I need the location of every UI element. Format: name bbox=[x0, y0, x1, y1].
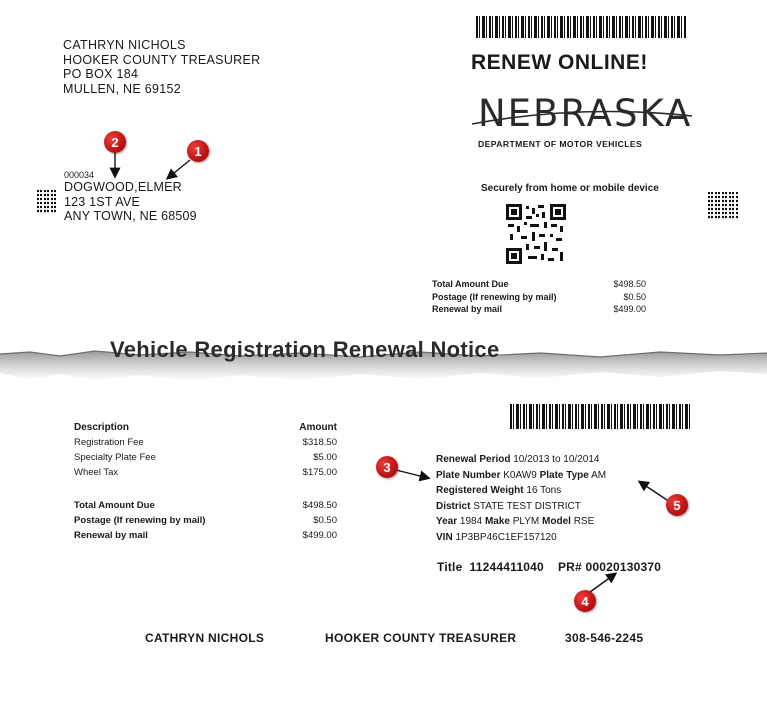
callout-arrow-1 bbox=[168, 160, 190, 178]
summary-value: $498.50 bbox=[613, 279, 646, 289]
footer-office: HOOKER COUNTY TREASURER bbox=[325, 631, 517, 645]
weight-label: Registered Weight bbox=[436, 485, 524, 496]
model-label: Model bbox=[542, 516, 571, 527]
plate-number-label: Plate Number bbox=[436, 469, 501, 481]
fee-table bbox=[74, 420, 337, 480]
fee-value: $318.50 bbox=[302, 437, 337, 448]
weight-value: 16 Tons bbox=[526, 485, 562, 496]
title-label: Title bbox=[437, 560, 463, 574]
fee-row bbox=[74, 450, 337, 465]
district-value: STATE TEST DISTRICT bbox=[473, 500, 581, 512]
fee-total-row bbox=[74, 513, 337, 528]
callout-marker-3: 3 bbox=[376, 456, 398, 478]
return-address-line: HOOKER COUNTY TREASURER bbox=[63, 52, 261, 67]
footer-phone: 308-546-2245 bbox=[565, 631, 644, 645]
callout-arrow-5 bbox=[640, 482, 670, 502]
datamatrix-barcode-right bbox=[708, 192, 738, 220]
callout-arrow-4 bbox=[590, 574, 615, 592]
summary-label: Total Amount Due bbox=[432, 279, 509, 289]
renewal-period-label: Renewal Period bbox=[436, 454, 511, 465]
renewal-period-value: 10/2013 to 10/2014 bbox=[513, 454, 600, 465]
callout-marker-1: 1 bbox=[187, 140, 209, 162]
callout-arrow-3 bbox=[396, 470, 428, 478]
fee-value: $5.00 bbox=[313, 452, 337, 463]
district-label: District bbox=[436, 500, 471, 512]
return-address-line: CATHRYN NICHOLS bbox=[63, 38, 186, 52]
datamatrix-barcode-left bbox=[37, 190, 57, 214]
footer-treasurer-name: CATHRYN NICHOLS bbox=[145, 631, 265, 645]
barcode-top bbox=[476, 16, 686, 38]
vehicle-details bbox=[436, 452, 606, 545]
fee-value: $175.00 bbox=[302, 467, 337, 478]
vin-label: VIN bbox=[436, 531, 453, 543]
renewal-period bbox=[436, 452, 606, 468]
return-address-line: MULLEN, NE 69152 bbox=[63, 81, 182, 96]
recipient-id: 000034 bbox=[64, 170, 95, 180]
summary-value: $0.50 bbox=[623, 291, 646, 302]
fee-totals bbox=[74, 498, 337, 543]
pr-label: PR# bbox=[557, 560, 582, 574]
registered-weight bbox=[436, 483, 606, 499]
fee-total-row bbox=[74, 528, 337, 543]
fee-label: Registration Fee bbox=[74, 437, 144, 448]
fee-col-description: Description bbox=[74, 422, 130, 433]
fee-total-label: Total Amount Due bbox=[74, 500, 155, 511]
recipient-address bbox=[64, 180, 197, 224]
fee-label: Wheel Tax bbox=[74, 467, 119, 478]
renew-online-heading: RENEW ONLINE! bbox=[471, 51, 648, 74]
nebraska-logo-text: NEBRASKA bbox=[478, 92, 693, 135]
plate-type-value: AM bbox=[591, 469, 607, 481]
summary-row bbox=[432, 291, 646, 304]
summary-label: Postage (If renewing by mail) bbox=[432, 291, 557, 302]
make-label: Make bbox=[484, 516, 510, 527]
fee-table-header bbox=[74, 420, 337, 435]
recipient-city: ANY TOWN, NE 68509 bbox=[64, 209, 197, 223]
summary-row bbox=[432, 278, 646, 291]
vin bbox=[436, 530, 606, 546]
dmv-department-label: DEPARTMENT OF MOTOR VEHICLES bbox=[478, 139, 643, 149]
fee-total-value: $498.50 bbox=[302, 500, 337, 511]
fee-row bbox=[74, 435, 337, 450]
title-line bbox=[437, 560, 661, 574]
fee-total-value: $499.00 bbox=[302, 530, 337, 541]
title-value: 11244411040 bbox=[469, 560, 544, 574]
fee-total-value: $0.50 bbox=[313, 515, 337, 526]
barcode-bottom bbox=[510, 404, 690, 429]
summary-row bbox=[432, 303, 646, 316]
year-value: 1984 bbox=[459, 516, 483, 527]
plate-info bbox=[436, 468, 606, 484]
callout-marker-4: 4 bbox=[574, 590, 596, 612]
callout-marker-2: 2 bbox=[104, 131, 126, 153]
return-address bbox=[63, 38, 260, 96]
fee-total-row bbox=[74, 498, 337, 513]
fee-label: Specialty Plate Fee bbox=[74, 452, 156, 463]
qr-code[interactable] bbox=[506, 204, 566, 264]
pr-value: 00020130370 bbox=[585, 560, 662, 574]
plate-type-label: Plate Type bbox=[539, 469, 589, 481]
fee-total-label: Renewal by mail bbox=[74, 530, 148, 541]
return-address-line: PO BOX 184 bbox=[63, 67, 139, 81]
callout-marker-5: 5 bbox=[666, 494, 688, 516]
notice-title: Vehicle Registration Renewal Notice bbox=[110, 337, 500, 362]
amount-summary-top bbox=[432, 278, 646, 316]
recipient-name: DOGWOOD,ELMER bbox=[64, 180, 182, 194]
fee-col-amount: Amount bbox=[299, 422, 337, 433]
make-value: PLYM bbox=[512, 516, 540, 527]
year-label: Year bbox=[436, 516, 458, 527]
summary-label: Renewal by mail bbox=[432, 304, 503, 314]
fee-row bbox=[74, 465, 337, 480]
secure-online-text: Securely from home or mobile device bbox=[481, 183, 659, 194]
plate-number-value: K0AW9 bbox=[503, 469, 537, 481]
district bbox=[436, 499, 606, 515]
vin-value: 1P3BP46C1EF157120 bbox=[455, 531, 557, 543]
recipient-street: 123 1ST AVE bbox=[64, 194, 141, 209]
year-make-model bbox=[436, 514, 606, 530]
model-value: RSE bbox=[573, 516, 595, 527]
nebraska-logo-swoosh bbox=[470, 108, 695, 128]
summary-value: $499.00 bbox=[613, 304, 646, 314]
fee-total-label: Postage (If renewing by mail) bbox=[74, 515, 206, 526]
